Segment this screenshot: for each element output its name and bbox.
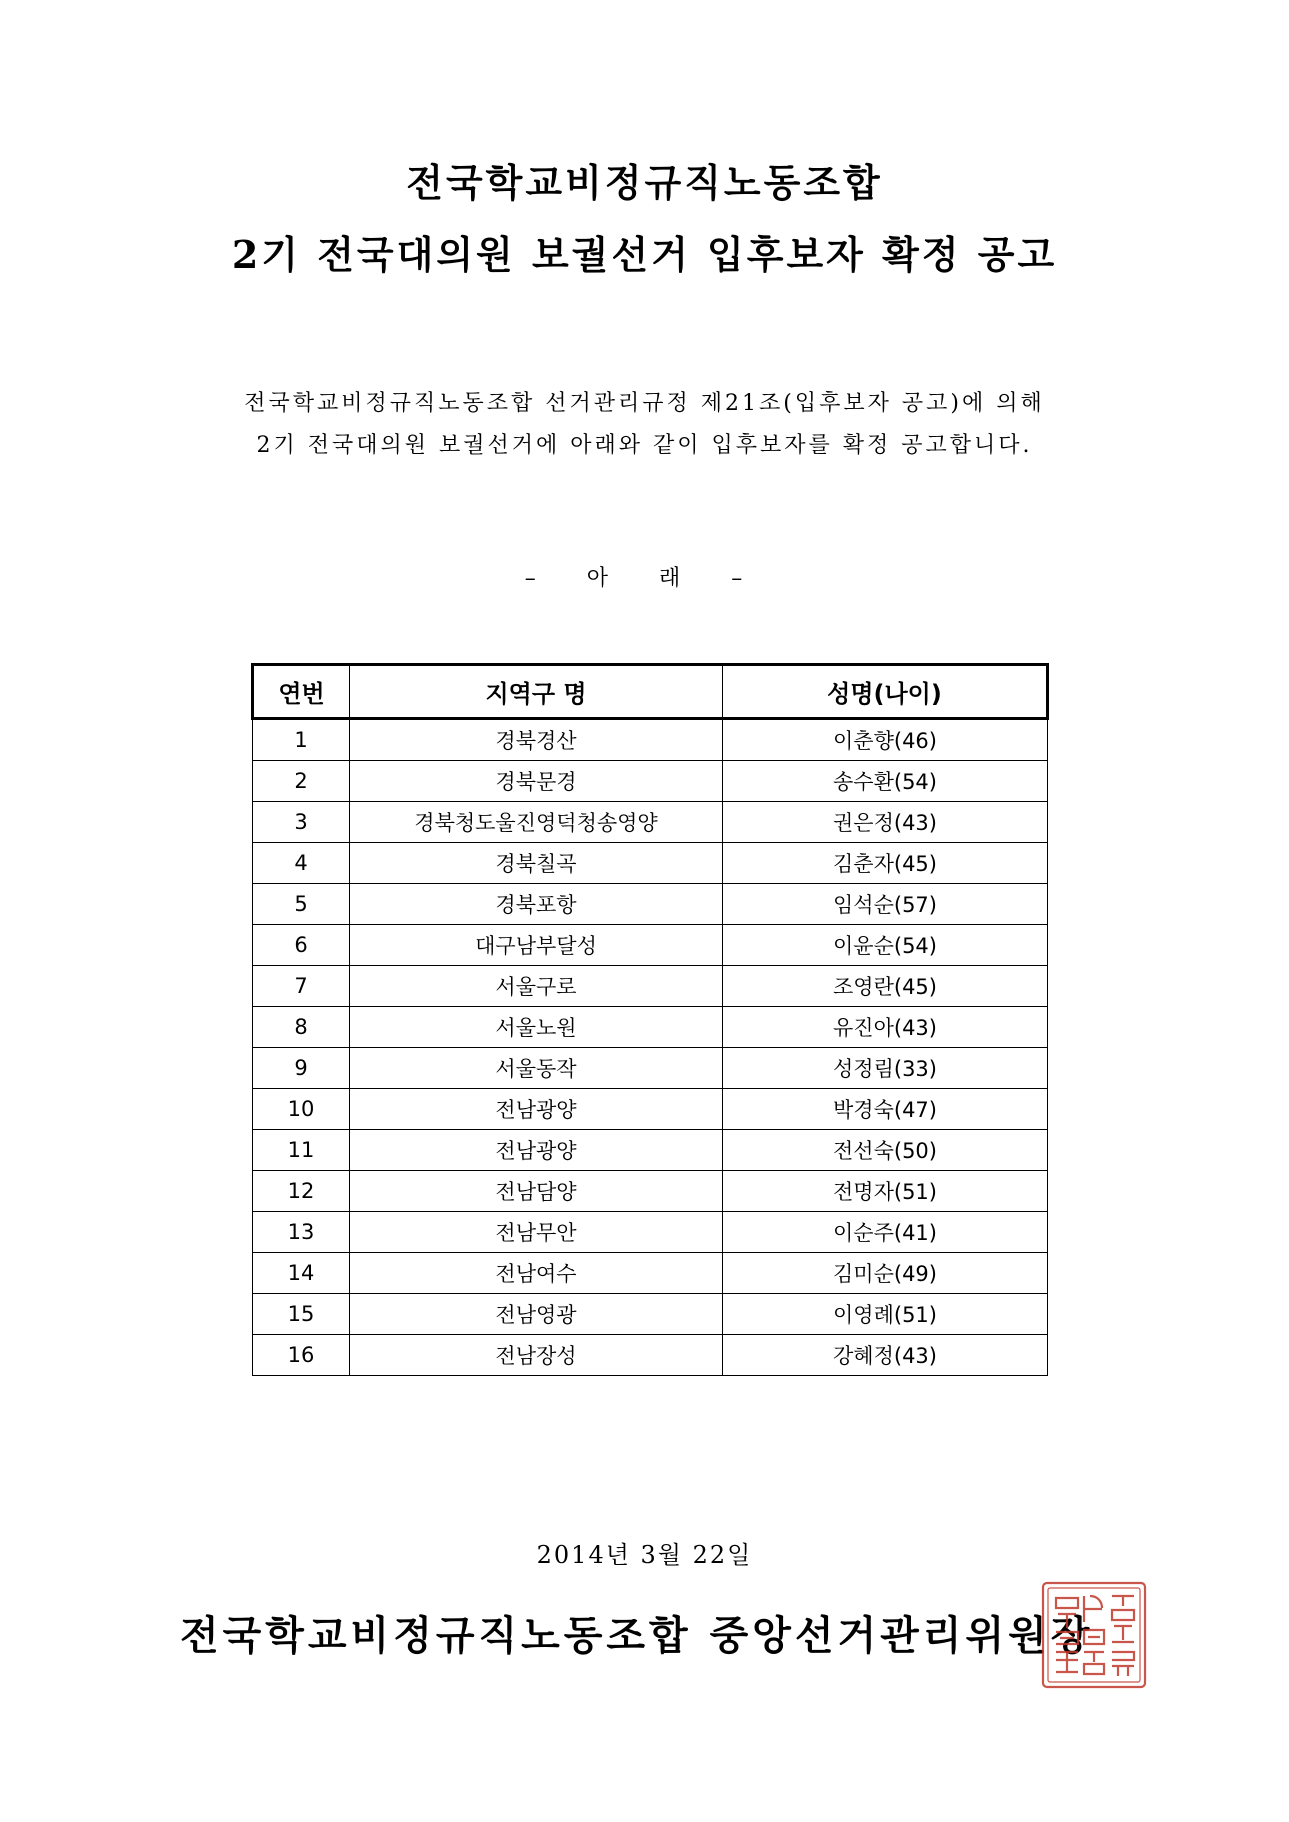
cell-district: 전남무안 [350, 1212, 723, 1253]
cell-district: 전남담양 [350, 1171, 723, 1212]
table-row [253, 966, 1048, 1007]
intro-line1: 전국학교비정규직노동조합 선거관리규정 제21조(입후보자 공고)에 의해 [244, 391, 1045, 416]
header-number: 연번 [253, 665, 350, 719]
cell-name-age: 이윤순(54) [723, 925, 1048, 966]
cell-number: 2 [253, 761, 350, 802]
cell-name-age: 강혜정(43) [723, 1335, 1048, 1376]
cell-number: 11 [253, 1130, 350, 1171]
cell-district: 경북문경 [350, 761, 723, 802]
cell-name-age: 임석순(57) [723, 884, 1048, 925]
cell-name-age: 김미순(49) [723, 1253, 1048, 1294]
cell-number: 9 [253, 1048, 350, 1089]
cell-district: 전남장성 [350, 1335, 723, 1376]
cell-name-age: 전선숙(50) [723, 1130, 1048, 1171]
cell-district: 서울노원 [350, 1007, 723, 1048]
cell-number: 8 [253, 1007, 350, 1048]
cell-number: 5 [253, 884, 350, 925]
document-title-line1: 전국학교비정규직노동조합 [406, 160, 883, 205]
cell-name-age: 유진아(43) [723, 1007, 1048, 1048]
table-row [253, 1212, 1048, 1253]
table-row [253, 843, 1048, 884]
table-row [253, 1294, 1048, 1335]
table-row [253, 1130, 1048, 1171]
table-row [253, 925, 1048, 966]
cell-number: 14 [253, 1253, 350, 1294]
cell-district: 경북청도울진영덕청송영양 [350, 802, 723, 843]
cell-name-age: 권은정(43) [723, 802, 1048, 843]
table-row [253, 1253, 1048, 1294]
cell-district: 전남여수 [350, 1253, 723, 1294]
table-row [253, 719, 1048, 761]
cell-number: 15 [253, 1294, 350, 1335]
table-row [253, 1335, 1048, 1376]
cell-name-age: 성정림(33) [723, 1048, 1048, 1089]
header-name-age: 성명(나이) [723, 665, 1048, 719]
cell-district: 전남광양 [350, 1089, 723, 1130]
below-marker: – 아 래 – [524, 566, 765, 591]
cell-district: 서울구로 [350, 966, 723, 1007]
cell-name-age: 이영례(51) [723, 1294, 1048, 1335]
cell-number: 7 [253, 966, 350, 1007]
cell-district: 경북경산 [350, 719, 723, 761]
cell-number: 3 [253, 802, 350, 843]
cell-district: 대구남부달성 [350, 925, 723, 966]
table-header-row [253, 665, 1048, 719]
table-row [253, 761, 1048, 802]
cell-district: 전남영광 [350, 1294, 723, 1335]
cell-name-age: 이순주(41) [723, 1212, 1048, 1253]
table-row [253, 884, 1048, 925]
cell-number: 4 [253, 843, 350, 884]
cell-name-age: 송수환(54) [723, 761, 1048, 802]
official-seal-icon [1040, 1580, 1148, 1690]
table-row [253, 1048, 1048, 1089]
header-district: 지역구 명 [350, 665, 723, 719]
table-row [253, 1171, 1048, 1212]
table-row [253, 1089, 1048, 1130]
cell-district: 경북칠곡 [350, 843, 723, 884]
intro-line2: 2기 전국대의원 보궐선거에 아래와 같이 입후보자를 확정 공고합니다. [256, 433, 1033, 458]
cell-name-age: 이춘향(46) [723, 719, 1048, 761]
cell-name-age: 조영란(45) [723, 966, 1048, 1007]
cell-district: 경북포항 [350, 884, 723, 925]
cell-number: 16 [253, 1335, 350, 1376]
announcement-date: 2014년 3월 22일 [536, 1541, 753, 1569]
cell-number: 1 [253, 719, 350, 761]
cell-name-age: 전명자(51) [723, 1171, 1048, 1212]
table-body [253, 719, 1048, 1376]
signature-line: 전국학교비정규직노동조합 중앙선거관리위원장 [180, 1612, 1094, 1659]
cell-number: 13 [253, 1212, 350, 1253]
document-title-line2: 2기 전국대의원 보궐선거 입후보자 확정 공고 [231, 232, 1058, 277]
table-row [253, 802, 1048, 843]
cell-number: 10 [253, 1089, 350, 1130]
table-row [253, 1007, 1048, 1048]
cell-name-age: 김춘자(45) [723, 843, 1048, 884]
cell-district: 전남광양 [350, 1130, 723, 1171]
cell-name-age: 박경숙(47) [723, 1089, 1048, 1130]
candidate-table [251, 663, 1049, 1376]
cell-number: 12 [253, 1171, 350, 1212]
cell-number: 6 [253, 925, 350, 966]
cell-district: 서울동작 [350, 1048, 723, 1089]
